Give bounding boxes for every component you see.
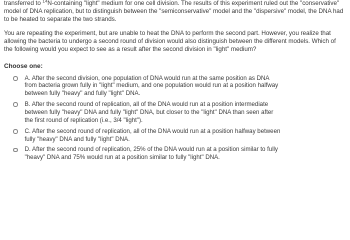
context-text-start: transferred to <box>4 0 43 7</box>
answer-option-c[interactable] <box>13 128 346 144</box>
answer-option-b[interactable] <box>13 101 346 125</box>
question-prompt: You are repeating the experiment, but are unable to heat the DNA to perform the second part. However, you realize that allowing the bacteria to undergo a second round of division would also distinguish between the different models. Which of the following would you expect to see as a result after the second division in "light" medium? <box>4 30 336 54</box>
answer-options <box>4 75 346 162</box>
context-text-rest: N-containing "light" medium for one cell division. The results of this experiment ruled out the "conservative" model of DNA replication, but to distinguish between the "semiconservative" model and the "dispersive" model, the DNA had to be heated to separate the two strands. <box>4 0 344 24</box>
answer-option-a-text: A. After the second division, one population of DNA would run at the same position as DNA from bacteria grown fully in "light" medium, and one population would run at a position halfway between fully "heavy" and fully "light" DNA. <box>24 74 279 98</box>
answer-option-c-text: C. After the second round of replication, all of the DNA would run at a position halfway between fully "heavy" DNA and fully "light" DNA. <box>24 127 281 143</box>
answer-option-b-text: B. After the second round of replication, all of the DNA would run at a position intermediate between fully "heavy" DNA and fully "light" DNA, but closer to the "light" DNA than seen after the first round of replication (i.e., 3/4 "light"). <box>24 101 274 124</box>
choose-one-label: Choose one: <box>4 62 43 70</box>
answer-option-d[interactable] <box>13 146 346 162</box>
question-context-paragraph <box>4 0 346 24</box>
answer-option-a[interactable] <box>13 75 346 99</box>
radio-button-b[interactable] <box>13 102 18 107</box>
radio-button-d[interactable] <box>13 148 18 153</box>
radio-button-a[interactable] <box>13 76 18 81</box>
answer-option-d-text: D. After the second round of replication, 25% of the DNA would run at a position similar to fully "heavy" DNA and 75% would run at a position similar to fully "light" DNA. <box>24 146 278 162</box>
isotope-superscript: 14 <box>42 0 48 4</box>
radio-button-c[interactable] <box>13 129 18 134</box>
